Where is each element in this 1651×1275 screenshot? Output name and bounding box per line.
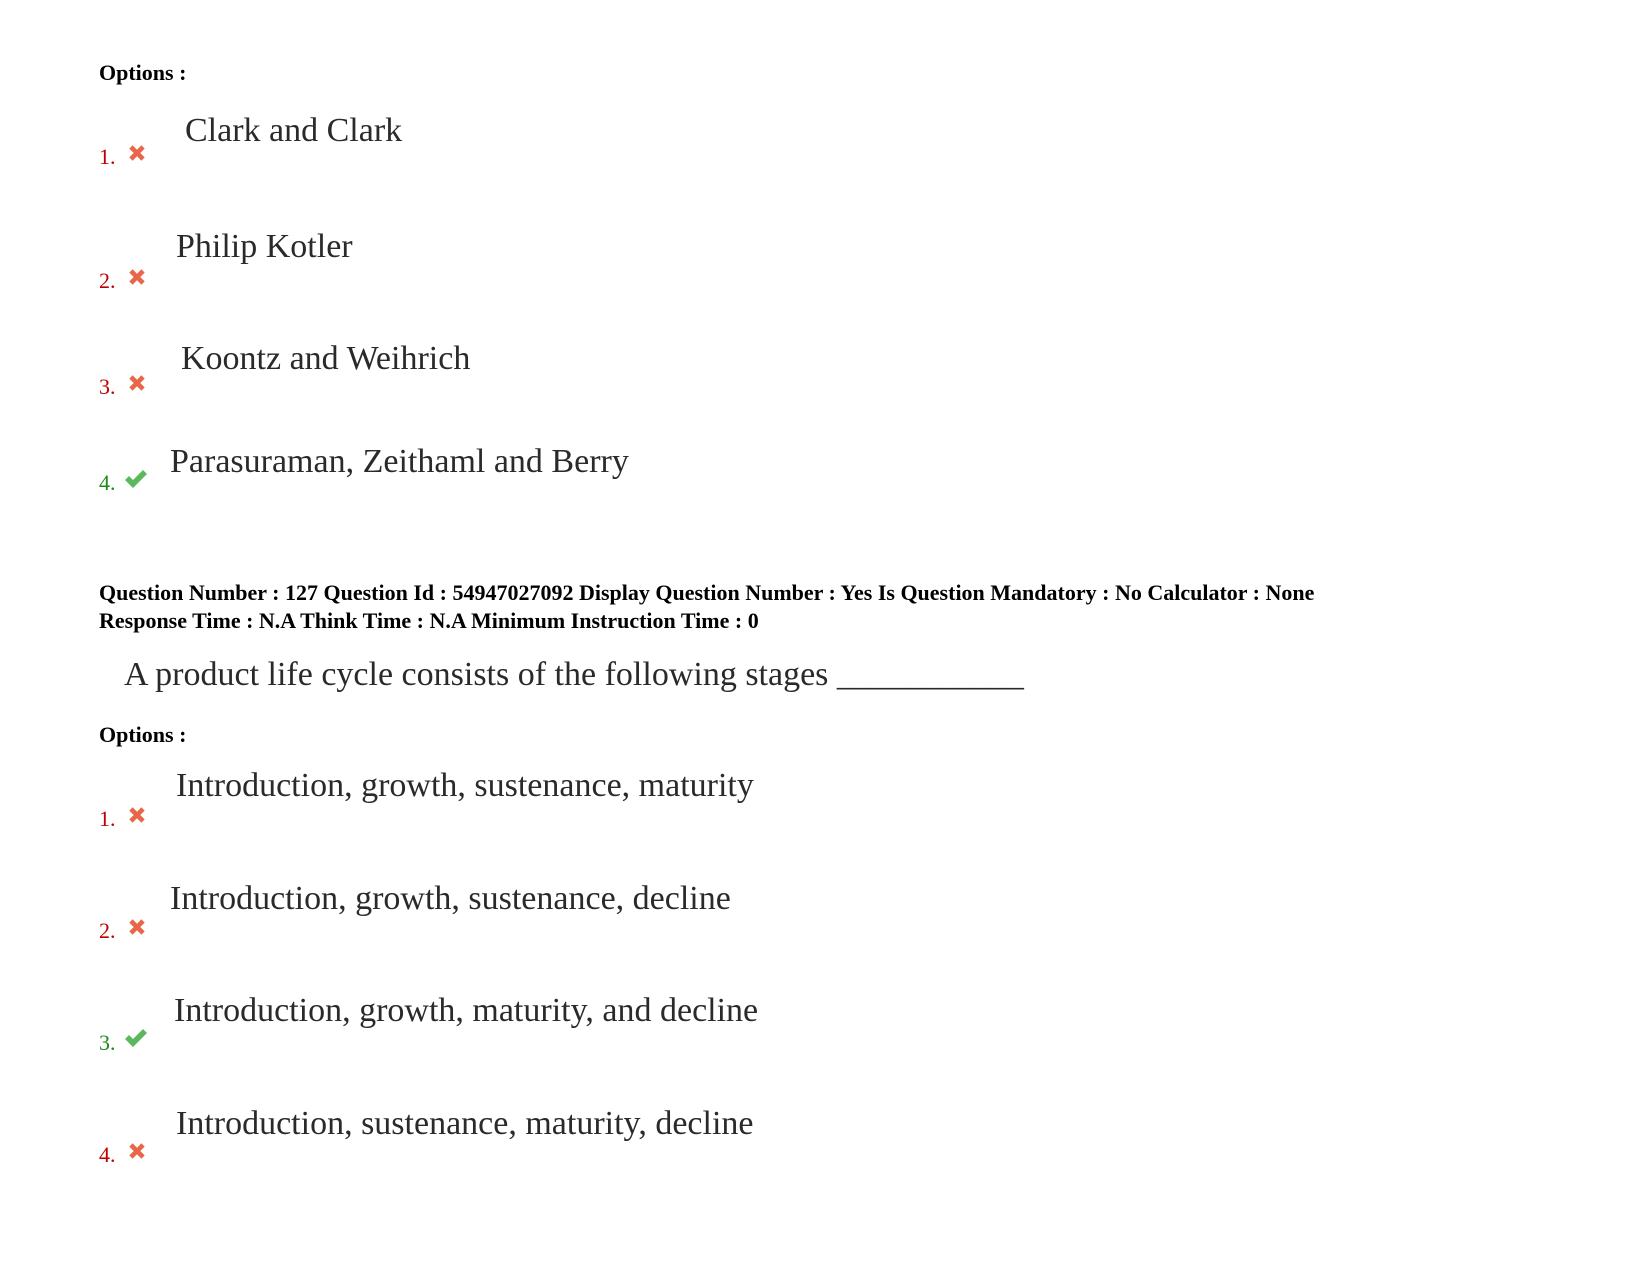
question-meta-line-2: Response Time : N.A Think Time : N.A Minimum Instruction Time : 0	[99, 608, 759, 633]
option-text: Introduction, growth, sustenance, decline	[170, 880, 731, 917]
option-number: 4.	[99, 1142, 116, 1167]
cross-icon	[126, 142, 148, 164]
option-number: 3.	[99, 374, 116, 399]
cross-icon	[126, 266, 148, 288]
option-number: 1.	[99, 806, 116, 831]
option-text: Introduction, growth, sustenance, maturity	[176, 767, 754, 804]
option-number: 2.	[99, 918, 116, 943]
options-label: Options :	[99, 60, 187, 85]
check-icon	[123, 467, 149, 491]
option-text: Introduction, sustenance, maturity, decline	[176, 1105, 754, 1142]
option-text: Parasuraman, Zeithaml and Berry	[170, 443, 629, 480]
options-label: Options :	[99, 722, 187, 747]
cross-icon	[126, 1140, 148, 1162]
question-meta-line-1: Question Number : 127 Question Id : 54947027092 Display Question Number : Yes Is Question Mandatory : No Calculator : None	[99, 580, 1315, 605]
option-number: 1.	[99, 144, 116, 169]
option-text: Clark and Clark	[185, 112, 403, 149]
option-text: Philip Kotler	[176, 228, 353, 265]
option-number: 3.	[99, 1030, 116, 1055]
option-number: 4.	[99, 470, 116, 495]
cross-icon	[126, 916, 148, 938]
option-text: Koontz and Weihrich	[181, 340, 471, 377]
check-icon	[123, 1026, 149, 1050]
cross-icon	[126, 804, 148, 826]
option-number: 2.	[99, 268, 116, 293]
option-text: Introduction, growth, maturity, and decline	[174, 992, 759, 1029]
cross-icon	[126, 372, 148, 394]
question-text: A product life cycle consists of the following stages ___________	[124, 656, 1024, 693]
